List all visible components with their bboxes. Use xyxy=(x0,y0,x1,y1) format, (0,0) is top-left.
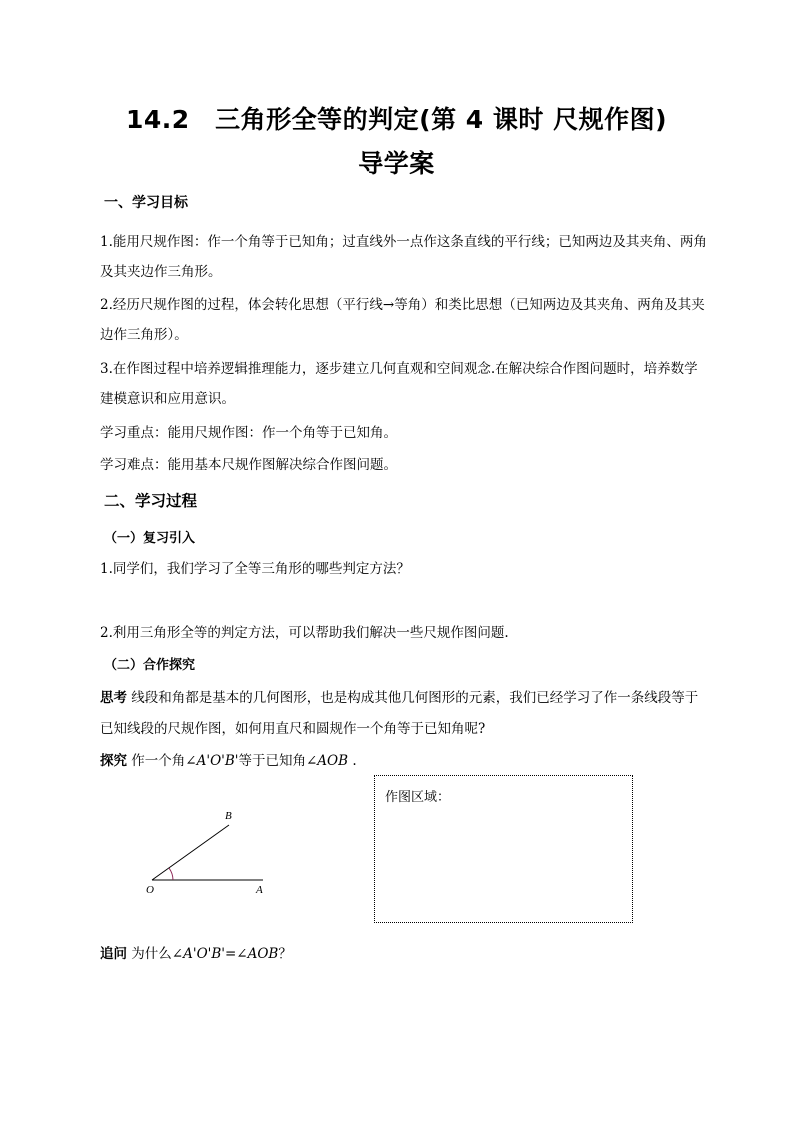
label-a: A xyxy=(256,884,263,896)
followup-text-a: 为什么∠ xyxy=(131,946,184,962)
think-label: 思考 xyxy=(100,690,127,706)
followup-label: 追问 xyxy=(100,946,127,962)
explore-angle-given: AOB xyxy=(317,753,349,769)
explore-label: 探究 xyxy=(100,753,127,769)
key-point: 学习重点：能用尺规作图：作一个角等于已知角。 xyxy=(100,425,397,441)
goal-3-line-1: 3.在作图过程中培养逻辑推理能力，逐步建立几何直观和空间观念.在解决综合作图问题时，培养数学 xyxy=(100,361,698,377)
question-2: 2.利用三角形全等的判定方法，可以帮助我们解决一些尺规作图问题. xyxy=(100,625,509,641)
label-b: B xyxy=(225,810,232,822)
followup-angle-target: A'O'B' xyxy=(183,946,225,962)
angle-arc xyxy=(169,868,173,880)
ray-ob xyxy=(152,825,229,880)
goal-1-line-2: 及其夹边作三角形。 xyxy=(100,264,222,280)
subsection-review: （一）复习引入 xyxy=(104,531,196,546)
goal-3-line-2: 建模意识和应用意识。 xyxy=(100,391,235,407)
drawing-area-label: 作图区域： xyxy=(385,790,451,805)
difficulty: 学习难点：能用基本尺规作图解决综合作图问题。 xyxy=(100,457,397,473)
followup-angle-given: AOB xyxy=(247,946,279,962)
label-o: O xyxy=(146,884,154,896)
explore-text-c: . xyxy=(348,753,357,769)
followup-question xyxy=(100,942,292,962)
page-title: 14.2 三角形全等的判定(第 4 课时 尺规作图) xyxy=(125,105,668,134)
explore-text-a: 作一个角∠ xyxy=(131,753,197,769)
angle-aob-figure xyxy=(140,805,280,900)
page-subtitle: 导学案 xyxy=(358,149,435,178)
followup-eq: =∠ xyxy=(224,946,248,962)
explore-task xyxy=(100,749,357,769)
question-1: 1.同学们，我们学习了全等三角形的哪些判定方法？ xyxy=(100,561,410,577)
goal-2-line-1: 2.经历尺规作图的过程，体会转化思想（平行线→等角）和类比思想（已知两边及其夹角、两角及其夹 xyxy=(100,297,705,313)
think-paragraph-line-1 xyxy=(100,686,698,706)
subsection-explore: （二）合作探究 xyxy=(104,658,196,673)
think-paragraph-line-2: 已知线段的尺规作图，如何用直尺和圆规作一个角等于已知角呢? xyxy=(100,721,486,737)
explore-text-b: 等于已知角∠ xyxy=(238,753,318,769)
think-text: 线段和角都是基本的几何图形，也是构成其他几何图形的元素，我们已经学习了作一条线段等于 xyxy=(131,690,699,706)
section-heading-goals: 一、学习目标 xyxy=(104,195,188,211)
followup-q: ？ xyxy=(278,946,292,962)
explore-angle-target: A'O'B' xyxy=(196,753,239,769)
section-heading-process: 二、学习过程 xyxy=(104,492,198,510)
goal-2-line-2: 边作三角形）。 xyxy=(100,327,188,343)
goal-1-line-1: 1.能用尺规作图：作一个角等于已知角；过直线外一点作这条直线的平行线；已知两边及其夹角、两角 xyxy=(100,234,707,250)
